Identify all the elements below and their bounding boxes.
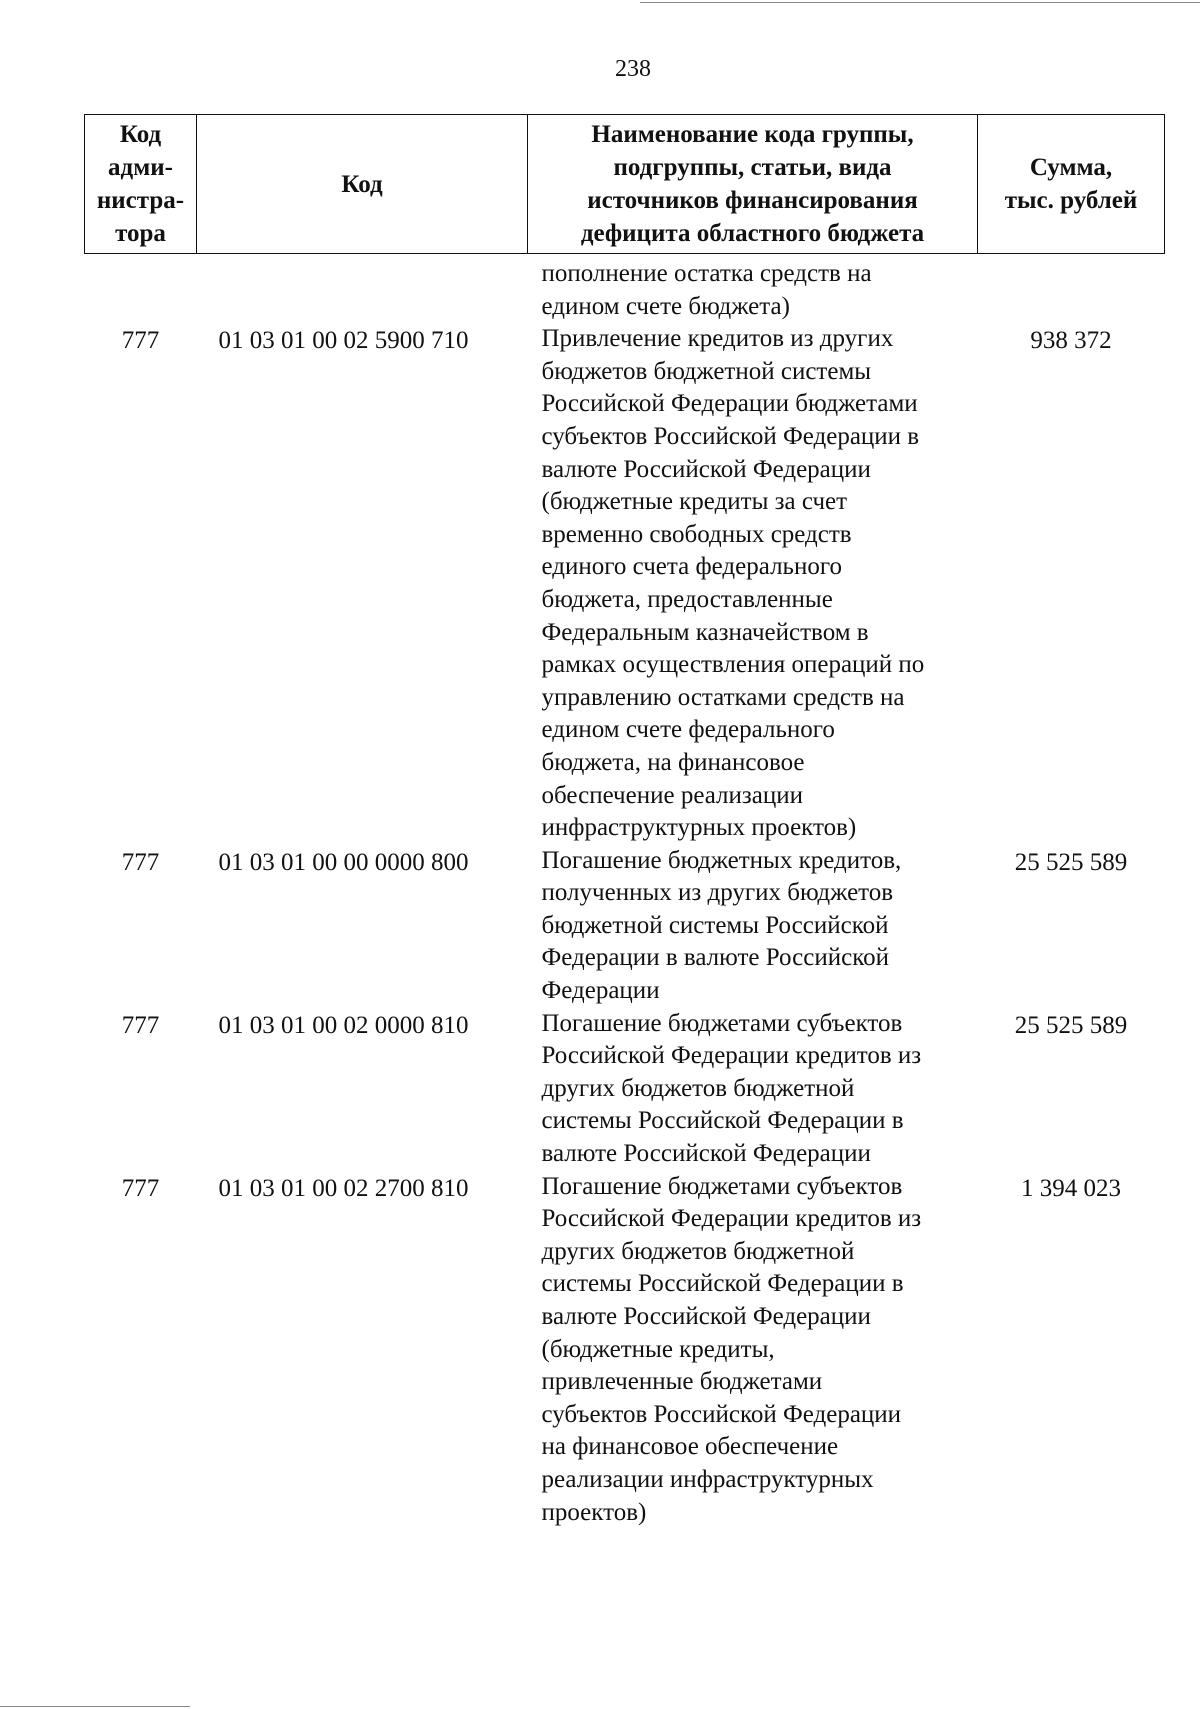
name-line: валюте Российской Федерации — [541, 1303, 871, 1330]
header-line: Сумма, — [1029, 154, 1113, 181]
table-row — [85, 845, 1165, 1008]
name-line: бюджета, на финансовое — [541, 748, 805, 776]
name-line: системы Российской Федерации в — [541, 1270, 904, 1298]
name-line: бюджета, предоставленные — [541, 585, 833, 613]
bottom-scan-edge — [0, 1706, 190, 1707]
name-line: бюджетной системы Российской — [541, 911, 889, 939]
cell-admin-code: 777 — [121, 1174, 160, 1202]
name-line: рамках осуществления операций по — [541, 651, 925, 679]
name-line: едином счете федерального — [541, 716, 835, 744]
name-line: валюте Российской Федерации — [541, 455, 871, 483]
top-scan-edge — [640, 2, 1200, 3]
name-line: единого счета федерального — [541, 553, 842, 581]
name-line: Привлечение кредитов из других — [541, 325, 894, 353]
table-body — [85, 254, 1165, 1530]
header-line: адми- — [108, 154, 173, 181]
table-row — [85, 1008, 1165, 1171]
name-line: полученных из других бюджетов — [541, 879, 894, 907]
name-line: субъектов Российской Федерации — [541, 1400, 902, 1428]
name-line: управлению остатками средств на — [541, 683, 905, 711]
name-line: Российской Федерации кредитов из — [541, 1042, 922, 1070]
name-line: валюте Российской Федерации — [541, 1140, 871, 1168]
cell-name — [528, 254, 978, 324]
name-line: других бюджетов бюджетной — [541, 1237, 855, 1265]
header-line: нистра- — [96, 187, 185, 214]
cell-admin — [85, 254, 197, 324]
cell-sum: 938 372 — [1030, 327, 1112, 355]
cell-name — [528, 1008, 978, 1171]
name-line: Федеральным казначейством в — [541, 618, 869, 646]
sources-financing-table — [84, 114, 1165, 1529]
header-line: дефицита областного бюджета — [580, 220, 925, 247]
name-line: Федерации — [541, 977, 660, 1005]
cell-name — [528, 323, 978, 845]
page-number: 238 — [615, 56, 651, 82]
cell-code: 01 03 01 00 02 5900 710 — [218, 327, 469, 355]
name-line: привлеченные бюджетами — [541, 1368, 823, 1396]
name-line: Российской Федерации кредитов из — [541, 1205, 922, 1233]
cell-admin-code: 777 — [121, 327, 160, 355]
name-line: временно свободных средств — [541, 520, 852, 548]
header-line: тыс. рублей — [1004, 187, 1138, 214]
name-line: Погашение бюджетных кредитов, — [541, 846, 902, 874]
header-line: тора — [115, 220, 166, 247]
header-line: источников финансирования — [587, 187, 918, 214]
name-line: (бюджетные кредиты, — [541, 1335, 775, 1363]
cell-admin-code: 777 — [121, 848, 160, 876]
header-admin-code — [85, 115, 197, 254]
name-line: других бюджетов бюджетной — [541, 1074, 855, 1102]
name-line: Российской Федерации бюджетами — [541, 390, 918, 418]
table-row — [85, 1171, 1165, 1530]
name-line: Погашение бюджетами субъектов — [541, 1172, 903, 1200]
name-line: Погашение бюджетами субъектов — [541, 1009, 903, 1037]
name-line: субъектов Российской Федерации в — [541, 422, 920, 450]
cell-name — [528, 845, 978, 1008]
header-line: подгруппы, статьи, вида — [613, 154, 892, 181]
table-row — [85, 323, 1165, 845]
cell-sum — [978, 254, 1165, 324]
header-sum — [978, 115, 1165, 254]
name-line: инфраструктурных проектов) — [541, 814, 857, 842]
cell-code: 01 03 01 00 02 0000 810 — [218, 1011, 469, 1039]
continuation-row — [85, 254, 1165, 324]
cell-sum: 25 525 589 — [1014, 848, 1128, 876]
name-line: обеспечение реализации — [541, 781, 804, 809]
header-line: Код — [119, 121, 162, 148]
cell-sum: 25 525 589 — [1014, 1011, 1128, 1039]
cell-code: 01 03 01 00 02 2700 810 — [218, 1174, 469, 1202]
name-line: реализации инфраструктурных — [541, 1465, 874, 1493]
cell-code: 01 03 01 00 00 0000 800 — [218, 848, 469, 876]
name-line: едином счете бюджета) — [541, 292, 790, 320]
cell-code — [197, 254, 528, 324]
table-header-row — [85, 115, 1165, 254]
header-code: Код — [197, 115, 528, 254]
name-line: бюджетов бюджетной системы — [541, 357, 872, 385]
cell-sum: 1 394 023 — [1021, 1174, 1121, 1202]
name-line: системы Российской Федерации в — [541, 1107, 904, 1135]
name-line: Федерации в валюте Российской — [541, 944, 889, 972]
header-name — [528, 115, 978, 254]
name-line: (бюджетные кредиты за счет — [541, 488, 848, 516]
header-line: Наименование кода группы, — [591, 121, 914, 148]
cell-name — [528, 1171, 978, 1530]
name-line: на финансовое обеспечение — [541, 1433, 839, 1461]
cell-admin-code: 777 — [121, 1011, 160, 1039]
name-line: проектов) — [541, 1498, 647, 1526]
name-line: пополнение остатка средств на — [541, 260, 872, 287]
